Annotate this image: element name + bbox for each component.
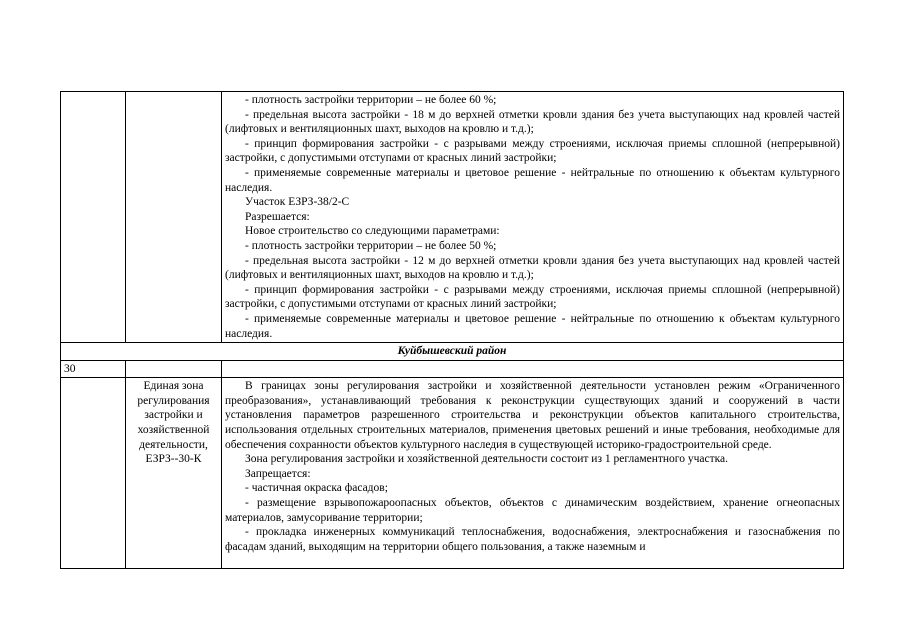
district-header-row bbox=[61, 343, 844, 361]
regulation-text-clip bbox=[225, 379, 840, 567]
table-row-continued bbox=[61, 92, 844, 343]
regulation-paragraph: Новое строительство со следующими параметрами: bbox=[245, 225, 500, 238]
regulation-paragraph: - плотность застройки территории – не более 60 %; bbox=[245, 94, 497, 106]
regulation-paragraph: - принцип формирования застройки - с разрывами между строениями, исключая приемы сплошной (непрерывной) застройки, с допустимыми отступами от красных линий застройки; bbox=[225, 137, 840, 165]
zone-cell-empty bbox=[126, 360, 222, 378]
zone-name: Единая зона регулирования застройки и хозяйственной деятельности, ЕЗРЗ--30-К bbox=[126, 378, 222, 569]
table-row-30 bbox=[61, 378, 844, 569]
regulation-paragraph: - прокладка инженерных коммуникаций теплоснабжения, водоснабжения, электроснабжения и газоснабжения по фасадам зданий, выходящим на территории общего пользования, а также наземным и bbox=[225, 526, 840, 553]
regulation-paragraph: - принцип формирования застройки - с разрывами между строениями, исключая приемы сплошной (непрерывной) застройки, с допустимыми отступами от красных линий застройки; bbox=[225, 283, 840, 311]
regulation-text-cell bbox=[222, 92, 844, 343]
number-cell-empty bbox=[61, 378, 126, 569]
plot-title: Участок ЕЗРЗ-38/2-С bbox=[245, 196, 350, 209]
text-cell-empty bbox=[222, 360, 844, 378]
regulation-paragraph: - плотность застройки территории – не более 50 %; bbox=[245, 239, 497, 252]
forbidden-heading: Запрещается: bbox=[245, 467, 311, 480]
regulation-paragraph: - частичная окраска фасадов; bbox=[245, 482, 388, 495]
regulation-paragraph: - размещение взрывопожароопасных объектов, объектов с динамическим воздействием, хранение огнеопасных материалов, замусоривание территории; bbox=[225, 497, 840, 524]
regulation-paragraph: - применяемые современные материалы и цветовое решение - нейтральные по отношению к объектам культурного наследия. bbox=[225, 166, 840, 194]
district-title: Куйбышевский район bbox=[61, 343, 844, 361]
regulation-paragraph: - предельная высота застройки - 18 м до верхней отметки кровли здания без учета выступающих над кровлей частей (лифтовых и вентиляционных шахт, выходов на кровлю и т.д.); bbox=[225, 108, 840, 136]
row-number: 30 bbox=[61, 360, 126, 378]
row-number-only bbox=[61, 360, 844, 378]
regulation-paragraph: - предельная высота застройки - 12 м до верхней отметки кровли здания без учета выступающих над кровлей частей (лифтовых и вентиляционных шахт, выходов на кровлю и т.д.); bbox=[225, 254, 840, 282]
number-cell-empty bbox=[61, 92, 126, 343]
zone-cell-empty bbox=[126, 92, 222, 343]
regulation-text-cell bbox=[222, 378, 844, 569]
regulation-paragraph: - применяемые современные материалы и цветовое решение - нейтральные по отношению к объектам культурного наследия. bbox=[225, 312, 840, 340]
regulation-paragraph: Зона регулирования застройки и хозяйственной деятельности состоит из 1 регламентного участка. bbox=[245, 453, 728, 466]
allowed-heading: Разрешается: bbox=[245, 210, 310, 223]
regulation-table bbox=[60, 91, 844, 569]
regulation-paragraph: В границах зоны регулирования застройки и хозяйственной деятельности установлен режим «Ограниченного преобразования», устанавливающий требования к реконструкции существующих зданий и сооружений в части установления параметров разрешенного строительства и реконструкции объектов капитального строительства, использования отдельных строительных материалов, применения цветовых решений и иные требования, необходимые для обеспечения сохранности объектов культурного наследия в существующей историко-градостроительной среде. bbox=[225, 380, 840, 451]
